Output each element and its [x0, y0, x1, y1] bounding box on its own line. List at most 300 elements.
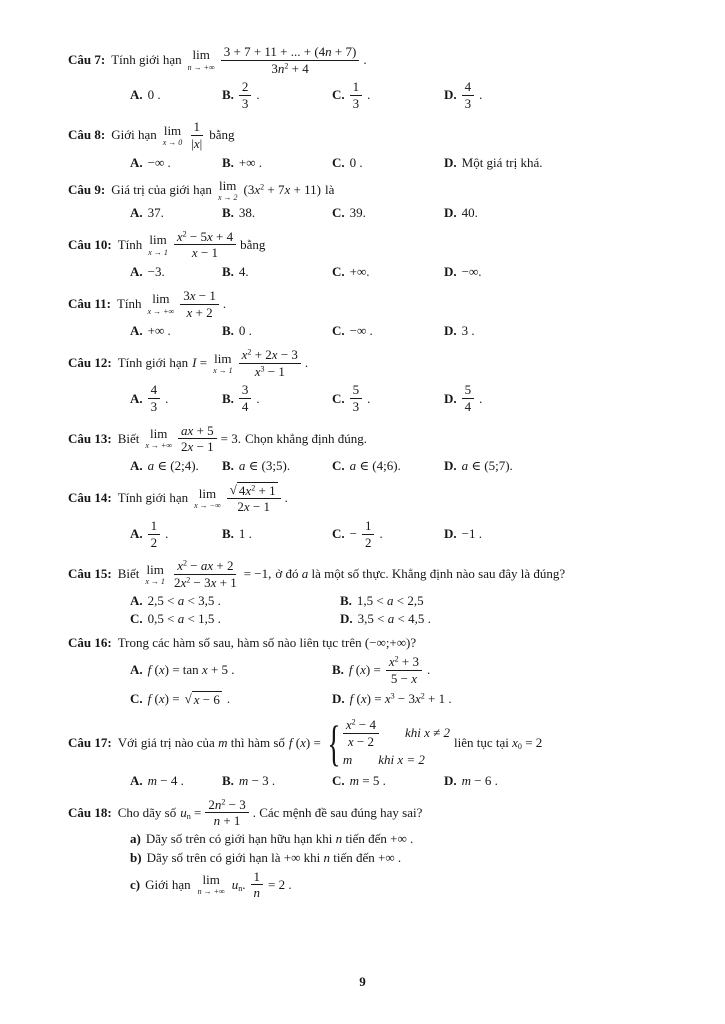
- answer-value: +∞ .: [147, 323, 171, 339]
- condition: khi x = 2: [378, 752, 425, 768]
- limit-operator: [145, 427, 172, 450]
- question-13-stem: [68, 423, 695, 455]
- lim-word: lim: [192, 47, 210, 63]
- answer-value: .: [379, 526, 383, 542]
- lim-word: lim: [152, 291, 170, 307]
- lim-word: lim: [198, 485, 217, 501]
- fraction: [362, 518, 375, 550]
- question-10: [68, 229, 695, 280]
- answer-value: −1 .: [461, 526, 482, 542]
- lim-word: lim: [163, 122, 182, 138]
- answer-key: D.: [444, 154, 457, 170]
- answer-key: A.: [130, 772, 143, 788]
- answer-B: [222, 323, 332, 339]
- fraction-denominator: 5 − x: [390, 670, 417, 686]
- answer-key: B.: [222, 772, 234, 788]
- fraction: [350, 382, 363, 414]
- answer-row: [130, 264, 695, 280]
- fraction-denominator: 3: [464, 95, 472, 111]
- condition: khi x ≠ 2: [404, 725, 451, 741]
- answer-key: C.: [332, 264, 345, 280]
- fraction-denominator: n: [253, 885, 261, 901]
- answer-key: C.: [332, 323, 345, 339]
- answer-key: D.: [444, 526, 457, 542]
- limit-operator: [188, 48, 215, 71]
- answer-D: [444, 205, 695, 221]
- fraction: [188, 119, 205, 151]
- answer-B: [332, 654, 695, 686]
- answer-key: D.: [340, 611, 353, 627]
- fraction-denominator: 3: [352, 95, 360, 111]
- answer-value: −∞.: [461, 264, 482, 280]
- fraction-denominator: $x^3 - 1$: [254, 363, 285, 379]
- answer-D: [444, 155, 695, 171]
- answer-D: [444, 323, 695, 339]
- question-8-stem: [68, 119, 695, 151]
- statement-list: [130, 831, 695, 901]
- answer-value: −3.: [147, 264, 165, 280]
- answer-C: [332, 458, 444, 474]
- answer-value: .: [256, 87, 260, 103]
- answer-key: C.: [130, 691, 143, 707]
- math-expression: = −1,: [243, 566, 272, 582]
- question-label: Câu 8:: [68, 127, 106, 143]
- answer-value: .: [367, 87, 371, 103]
- answer-key: D.: [444, 204, 457, 220]
- answer-C: [332, 264, 444, 280]
- statement-c: [130, 869, 695, 901]
- answer-key: C.: [332, 87, 345, 103]
- answer-B: [222, 79, 332, 111]
- question-10-stem: [68, 229, 695, 261]
- answer-D: [444, 526, 695, 542]
- answer-key: A.: [130, 323, 143, 339]
- lim-subscript: x → +∞: [145, 441, 173, 451]
- question-16-stem: [68, 635, 695, 651]
- answer-key: A.: [130, 390, 143, 406]
- answer-row: [130, 458, 695, 474]
- question-17-stem: [68, 716, 695, 770]
- answer-row: [130, 654, 695, 707]
- question-text: liên tục tại $x_0 = 2$: [454, 734, 543, 751]
- fraction-numerator: 5: [462, 382, 475, 399]
- fraction: [251, 869, 264, 901]
- answer-B: [222, 526, 332, 542]
- question-14-stem: [68, 482, 695, 515]
- answer-value: m − 6 .: [461, 772, 498, 788]
- limit-operator: [163, 124, 183, 147]
- answer-value: a ∈ (5;7).: [461, 457, 513, 473]
- answer-B: [222, 773, 332, 789]
- answer-row: [130, 323, 695, 339]
- answer-key: A.: [130, 204, 143, 220]
- lim-subscript: x → 2: [217, 192, 238, 202]
- answer-value: +∞ .: [238, 154, 263, 170]
- answer-B: [222, 155, 332, 171]
- answer-value: 3,5 < a < 4,5 .: [357, 611, 431, 627]
- question-text: Chọn khẳng định đúng.: [245, 430, 368, 446]
- answer-C: [332, 518, 444, 550]
- fraction: [178, 423, 217, 455]
- fraction-numerator: ax + 5: [178, 423, 217, 440]
- answer-C: [332, 323, 444, 339]
- radical-icon: √: [229, 481, 237, 497]
- math-expression: $(3x^2 + 7x + 11)$: [243, 182, 321, 198]
- fraction-denominator: 2: [364, 534, 372, 550]
- answer-A: [130, 662, 332, 678]
- answer-key: A.: [130, 526, 143, 542]
- question-11-stem: [68, 288, 695, 320]
- question-15: [68, 558, 695, 627]
- answer-D: [340, 611, 695, 627]
- question-label: Câu 9:: [68, 182, 106, 198]
- answer-value: .: [427, 662, 431, 678]
- answer-A: [130, 205, 222, 221]
- answer-key: B.: [222, 323, 234, 339]
- answer-value: a ∈ (3;5).: [238, 457, 291, 473]
- answer-value: Một giá trị khá.: [461, 154, 543, 170]
- fraction-numerator: 3x − 1: [180, 288, 219, 305]
- question-text: Tính giới hạn: [117, 490, 189, 506]
- answer-value: f $(x) = x^3 - 3x^2 + 1$ .: [349, 691, 452, 707]
- lim-word: lim: [214, 350, 232, 366]
- question-label: Câu 14:: [68, 490, 112, 506]
- square-root: [185, 691, 222, 708]
- question-16: [68, 635, 695, 707]
- fraction-denominator: 3: [352, 399, 360, 415]
- question-text: .: [222, 296, 227, 312]
- answer-B: [340, 593, 695, 609]
- statement-key: b): [130, 849, 142, 865]
- lim-subscript: n → +∞: [187, 62, 215, 72]
- page-number: 9: [359, 974, 366, 989]
- question-text: Tính giới hạn: [117, 355, 189, 371]
- fraction: [239, 347, 301, 379]
- question-label: Câu 18:: [68, 804, 112, 820]
- lim-subscript: x → 1: [145, 576, 165, 586]
- answer-B: [222, 458, 332, 474]
- square-root: [230, 482, 278, 499]
- answer-value: .: [165, 526, 169, 542]
- answer-C: [332, 205, 444, 221]
- answer-D: [444, 382, 695, 414]
- fraction-numerator: 2: [239, 79, 252, 96]
- statement-text: Dãy số trên có giới hạn là +∞ khi n tiến đến +∞ .: [146, 849, 402, 865]
- answer-C: [332, 382, 444, 414]
- answer-A: [130, 155, 222, 171]
- answer-D: [444, 79, 695, 111]
- radical-icon: √: [184, 690, 192, 706]
- fraction: [205, 797, 248, 829]
- question-label: Câu 12:: [68, 355, 112, 371]
- math-expression: = 3.: [220, 430, 241, 446]
- question-text: Giá trị của giới hạn: [111, 182, 212, 198]
- question-15-stem: [68, 558, 695, 590]
- answer-D: [332, 691, 695, 707]
- question-text: . Các mệnh đề sau đúng hay sai?: [252, 804, 423, 820]
- fraction-denominator: $2x^2 - 3x + 1$: [173, 574, 237, 590]
- answer-key: C.: [332, 526, 345, 542]
- fraction-numerator: 3: [239, 382, 252, 399]
- piecewise-row-2: [343, 752, 450, 768]
- answer-A: [130, 87, 222, 103]
- answer-value: m = 5 .: [349, 772, 386, 788]
- question-18: [68, 797, 695, 901]
- answer-key: D.: [444, 772, 457, 788]
- fraction: [174, 229, 236, 261]
- math-expression: f (x) =: [288, 734, 321, 750]
- fraction-denominator: x − 2: [347, 733, 374, 749]
- answer-value: .: [226, 691, 231, 707]
- answer-row: [130, 79, 695, 111]
- fraction: [239, 382, 252, 414]
- answer-C: [332, 773, 444, 789]
- answer-value: 0 .: [349, 154, 363, 170]
- fraction: [462, 79, 475, 111]
- fraction-numerator: 3 + 7 + 11 + ... + (4n + 7): [221, 44, 360, 61]
- question-8: [68, 119, 695, 170]
- fraction-denominator: 4: [241, 399, 249, 415]
- minus-sign: −: [349, 526, 357, 542]
- fraction: [386, 654, 422, 686]
- answer-D: [444, 264, 695, 280]
- question-label: Câu 16:: [68, 635, 112, 651]
- fraction-numerator: $x^2 + 2x - 3$: [239, 347, 301, 364]
- fraction-denominator: 3: [150, 399, 158, 415]
- answer-value: a ∈ (2;4).: [147, 457, 199, 473]
- radicand: $4x^2 + 1$: [238, 482, 276, 498]
- answer-key: A.: [130, 264, 143, 280]
- lim-subscript: x → +∞: [147, 306, 175, 316]
- lim-subscript: x → 1: [213, 365, 233, 375]
- fraction-denominator: x − 1: [191, 245, 219, 261]
- brace-glyph: {: [327, 714, 341, 771]
- question-text: .: [363, 52, 367, 68]
- answer-row: [130, 205, 695, 221]
- answer-value: f (x) = tan x + 5 .: [147, 662, 235, 678]
- answer-value: .: [367, 390, 371, 406]
- lim-subscript: n → +∞: [197, 887, 225, 897]
- question-7: [68, 44, 695, 111]
- answer-key: C.: [332, 154, 345, 170]
- question-text: Trong các hàm số sau, hàm số nào liên tục trên (−∞;+∞)?: [117, 635, 417, 651]
- fraction-numerator: 1: [251, 869, 264, 886]
- answer-row: [130, 518, 695, 550]
- fraction-numerator: 1: [191, 119, 204, 136]
- question-label: Câu 11:: [68, 296, 111, 312]
- answer-key: D.: [444, 457, 457, 473]
- question-text: Tính giới hạn: [111, 52, 182, 68]
- question-label: Câu 17:: [68, 734, 112, 750]
- limit-operator: [198, 873, 225, 896]
- answer-A: [130, 593, 340, 609]
- answer-key: D.: [444, 323, 457, 339]
- piecewise-rows: [343, 717, 450, 768]
- answer-key: B.: [222, 87, 234, 103]
- fraction: [148, 518, 161, 550]
- answer-value: 0,5 < a < 1,5 .: [147, 611, 221, 627]
- question-text: bằng: [240, 236, 266, 252]
- answer-C: [130, 611, 340, 627]
- answer-key: C.: [332, 772, 345, 788]
- fraction-denominator: 3: [241, 95, 249, 111]
- lim-word: lim: [219, 177, 237, 193]
- limit-operator: [194, 487, 221, 510]
- answer-value: .: [256, 390, 260, 406]
- question-label: Câu 15:: [68, 566, 112, 582]
- fraction-numerator: 4: [148, 382, 161, 399]
- answer-value: 37.: [147, 204, 164, 220]
- answer-C: [130, 691, 332, 708]
- radicand: x − 6: [193, 691, 220, 707]
- fraction: [462, 382, 475, 414]
- answer-key: C.: [332, 457, 345, 473]
- question-7-stem: [68, 44, 695, 76]
- fraction: [148, 382, 161, 414]
- answer-value: a ∈ (4;6).: [349, 457, 401, 473]
- fraction-denominator: |x|: [191, 135, 203, 151]
- answer-C: [332, 79, 444, 111]
- answer-A: [130, 458, 222, 474]
- fraction-denominator: 4: [464, 399, 472, 415]
- question-12-stem: [68, 347, 695, 379]
- statement-a: [130, 831, 695, 847]
- question-label: Câu 7:: [68, 52, 106, 68]
- question-label: Câu 10:: [68, 236, 112, 252]
- answer-value: m − 4 .: [147, 772, 184, 788]
- question-13: [68, 423, 695, 474]
- limit-operator: [218, 179, 238, 202]
- answer-row: [130, 382, 695, 414]
- fraction-numerator: 4: [462, 79, 475, 96]
- answer-B: [222, 264, 332, 280]
- question-17: [68, 716, 695, 789]
- question-text: Với giá trị nào của m thì hàm số: [117, 734, 285, 750]
- answer-key: D.: [332, 691, 345, 707]
- answer-value: 0 .: [238, 323, 252, 339]
- answer-key: D.: [444, 390, 457, 406]
- answer-key: A.: [130, 457, 143, 473]
- answer-key: C.: [332, 204, 345, 220]
- answer-key: B.: [222, 204, 234, 220]
- answer-D: [444, 458, 695, 474]
- answer-B: [222, 205, 332, 221]
- limit-operator: [148, 292, 175, 315]
- answer-value: 39.: [349, 204, 366, 220]
- lim-subscript: x → 1: [148, 247, 168, 257]
- piecewise-function: [325, 716, 450, 770]
- fraction: [221, 44, 360, 76]
- answer-key: D.: [444, 264, 457, 280]
- answer-key: A.: [130, 662, 143, 678]
- answer-key: D.: [444, 87, 457, 103]
- math-expression: = 2 .: [268, 876, 292, 892]
- fraction: [171, 558, 240, 590]
- answer-row: [130, 155, 695, 171]
- answer-A: [130, 323, 222, 339]
- limit-operator: [148, 233, 168, 256]
- math-expression: $u_n$.: [231, 876, 246, 893]
- fraction-numerator: [227, 482, 281, 500]
- question-text: bằng: [209, 127, 235, 143]
- answer-key: A.: [130, 154, 143, 170]
- answer-C: [332, 155, 444, 171]
- answer-key: A.: [130, 87, 143, 103]
- fraction-numerator: $x^2 + 3$: [386, 654, 422, 671]
- answer-value: −∞ .: [147, 154, 171, 170]
- question-text: Biết: [117, 430, 140, 446]
- question-9: [68, 179, 695, 221]
- answer-value: 0 .: [147, 87, 161, 103]
- answer-value: .: [165, 390, 169, 406]
- answer-row: [130, 593, 695, 627]
- question-text: Biết: [117, 566, 140, 582]
- fraction-numerator: $x^2 - 5x + 4$: [174, 229, 236, 246]
- question-text: Tính: [117, 236, 143, 252]
- answer-value: f (x) =: [147, 691, 180, 707]
- answer-key: C.: [332, 390, 345, 406]
- lim-word: lim: [202, 872, 220, 888]
- fraction-numerator: 1: [350, 79, 363, 96]
- math-expression: $u_n$ =: [180, 804, 202, 821]
- math-expression: I =: [192, 355, 208, 371]
- fraction-numerator: 5: [350, 382, 363, 399]
- fraction: [239, 79, 252, 111]
- lim-subscript: x → 0: [162, 138, 183, 148]
- answer-A: [130, 773, 222, 789]
- answer-value: 40.: [461, 204, 478, 220]
- question-text: Tính: [116, 296, 142, 312]
- question-label: Câu 13:: [68, 430, 112, 446]
- fraction-denominator: $3n^2 + 4$: [271, 60, 309, 76]
- question-11: [68, 288, 695, 339]
- question-text: là: [324, 182, 335, 198]
- answer-value: +∞.: [349, 264, 370, 280]
- lim-word: lim: [149, 232, 167, 248]
- question-text: ở đó a là một số thực. Khẳng định nào sau đây là đúng?: [275, 566, 566, 582]
- fraction-numerator: 1: [362, 518, 375, 535]
- answer-key: B.: [222, 457, 234, 473]
- answer-key: B.: [340, 593, 352, 609]
- fraction-denominator: 2: [150, 534, 158, 550]
- answer-key: B.: [332, 662, 344, 678]
- answer-row: [130, 773, 695, 789]
- answer-D: [444, 773, 695, 789]
- limit-operator: [213, 352, 233, 375]
- answer-key: A.: [130, 593, 143, 609]
- answer-value: 4.: [238, 264, 249, 280]
- statement-text: Dãy số trên có giới hạn hữu hạn khi n tiến đến +∞ .: [145, 830, 414, 846]
- question-12: [68, 347, 695, 414]
- question-text: Giới hạn: [111, 127, 157, 143]
- lim-word: lim: [150, 426, 168, 442]
- answer-value: .: [479, 87, 483, 103]
- answer-key: C.: [130, 611, 143, 627]
- question-9-stem: [68, 179, 695, 202]
- question-14: [68, 482, 695, 550]
- answer-value: 2,5 < a < 3,5 .: [147, 593, 221, 609]
- fraction-numerator: $2n^2 - 3$: [205, 797, 248, 814]
- fraction-numerator: $x^2$ − ax + 2: [174, 558, 236, 575]
- fraction: [180, 288, 219, 320]
- answer-key: B.: [222, 526, 234, 542]
- piecewise-row-1: [343, 717, 450, 749]
- question-18-stem: [68, 797, 695, 829]
- answer-key: B.: [222, 390, 234, 406]
- answer-key: B.: [222, 154, 234, 170]
- answer-value: 1,5 < a < 2,5: [356, 593, 424, 609]
- fraction-denominator: n + 1: [213, 813, 241, 829]
